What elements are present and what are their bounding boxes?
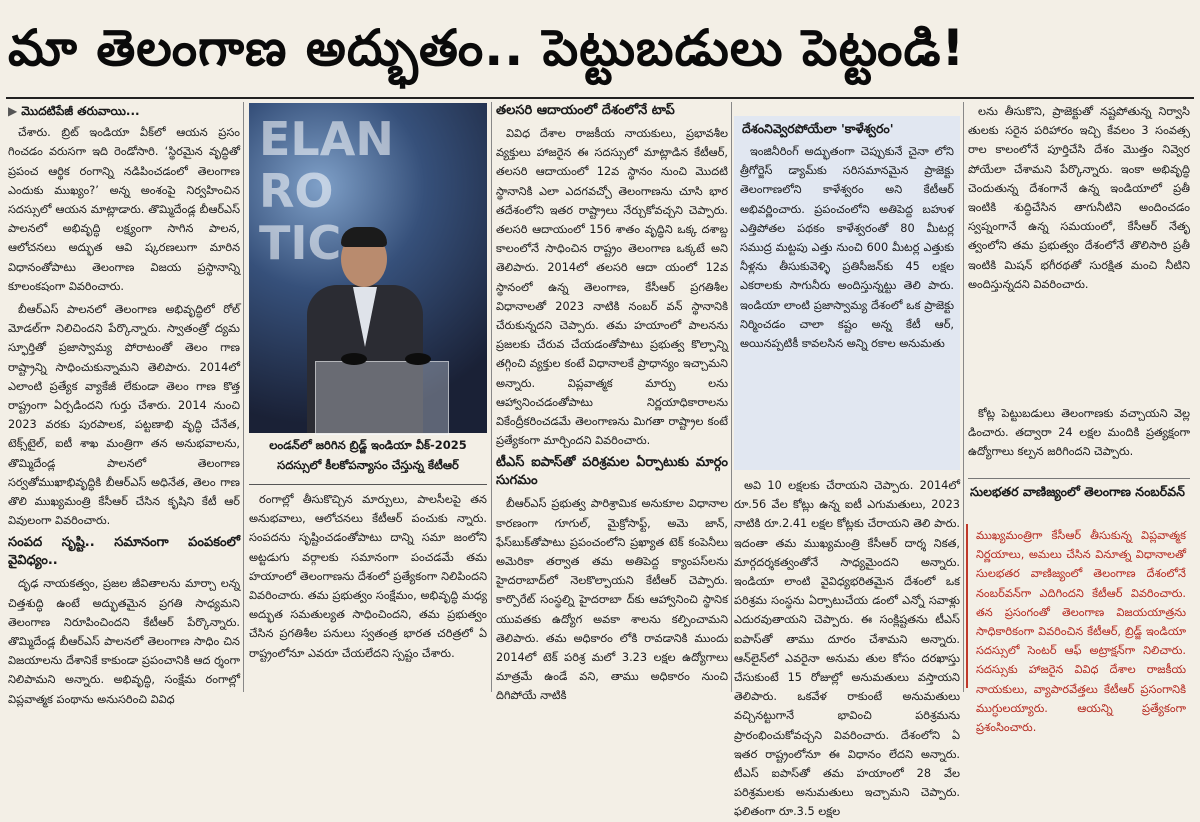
kaleshwaram-text xyxy=(740,142,954,468)
column-4 xyxy=(734,476,960,819)
kicker xyxy=(8,102,240,121)
column-2 xyxy=(249,490,487,690)
column-1 xyxy=(8,102,240,706)
photo-caption: లండన్‌లో జరిగిన బ్రిడ్జ్ ఇండియా వీక్-2025 సదస్సులో కీలకోపన్యాసం చేస్తున్న కేటీఆర్ xyxy=(269,438,467,472)
paragraph: చేశారు. బ్రిట్ ఇండియా వీక్‌లో ఆయన ప్రసం గించడం వరుసగా ఇది రెండోసారి. ‘స్థిరమైన వృద్ధితో ప్రపంచ ఆర్థిక రంగాన్ని నడిపించడంలో తెలంగాణ ఎందుకు ముఖ్యం?’ అన్న అంశంపై నిర్వహించిన సదస్సులో ఆయన మాట్లాడారు. తొమ్మిదేండ్ల బీఆర్‌ఎస్ పాలనలో అభివృద్ధి లక్ష్యంగా సాగిన పాలన, ఆలోచనలు అద్భుత ఆవి ష్కరణలుగా మారిన విధానంతోపాటు తెలంగాణ విజయ ప్రస్థానాన్ని కూలంకషంగా వివరించారు. xyxy=(8,126,240,293)
column-divider xyxy=(243,102,244,692)
subheading: తలసరి ఆదాయంలో దేశంలోనే టాప్ xyxy=(496,103,675,118)
column-divider xyxy=(491,102,492,692)
headline: మా తెలంగాణ అద్భుతం.. పెట్టుబడులు పెట్టండి! xyxy=(8,19,966,77)
photo-ktr-speech xyxy=(249,103,487,433)
caption-rule xyxy=(249,484,487,485)
photo-podium xyxy=(315,361,449,435)
paragraph: రంగాల్లో తీసుకొచ్చిన మార్పులు, పాలసీలపై తన అనుభవాలు, ఆలోచనలు కేటీఆర్ పంచుకు న్నారు. సంపదను సృష్టించడంతోపాటు దాన్ని సమా జంలోని అట్టడుగు వర్గాలకు సమానంగా పంచడమే తమ హయాంలో తెలంగాణను దేశంలో ప్రత్యేకంగా నిలిపిందని వివరించారు. తమ ప్రభుత్వం సంక్షేమం, అభివృద్ధి మధ్య అద్భుత సమతుల్యత సాధించిందని, తమ ప్రభుత్వం చేసిన ప్రగతిశీల పనులు స్వతంత్ర భారత చరిత్రలో ఏ రాష్ట్రంలోనూ ఎవరూ చేయలేదని స్పష్టం చేశారు. xyxy=(249,493,487,660)
photo-backdrop-text: ELAN RO TIC xyxy=(259,112,394,270)
column-5-mid xyxy=(968,404,1190,464)
triangle-icon: ▶ xyxy=(8,104,18,118)
subheading: టీఎస్ ఐపాస్‌తో పరిశ్రమల ఏర్పాటుకు మార్గం సుగమం xyxy=(496,455,728,489)
photo-speaker-hair xyxy=(341,227,387,247)
section-rule xyxy=(968,478,1190,479)
microphone-icon xyxy=(405,353,431,365)
paragraph: కోట్ల పెట్టుబడులు తెలంగాణకు వచ్చాయని వెల్ల డించారు. తద్వారా 24 లక్షల మందికి ప్రత్యక్షంగా ఉద్యోగాలు కల్పన జరిగిందని చెప్పారు. xyxy=(968,407,1190,459)
paragraph: బీఆర్‌ఎస్ పాలనలో తెలంగాణ అభివృద్ధిలో రోల్ మోడల్‌గా నిలిచిందని పేర్కొన్నారు. స్వాతంత్రో ద్యమ స్ఫూర్తితో ప్రజాస్వామ్య పోరాటంతో తెలం గాణ రాష్ట్రాన్ని సాధించుకున్నామని తెలిపారు. 2014లో ఎలాంటి ప్రత్యేక వ్యాకేజీ లేకుండా తెలం గాణ కొత్త రాష్ట్రంగా ఏర్పడిందని గుర్తు చేశారు. 2014 నుంచి 2023 వరకు పురపాలక, పట్టణాభి వృద్ధి చేనేత, టెక్స్‌టైల్, ఐటీ శాఖ మంత్రిగా తన అనుభవాలను, తొమ్మిదేండ్ల పాలనలో తెలంగాణ సర్వతోముఖాభివృద్ధికి బీఆర్‌ఎస్ అధినేత, తెలం గాణ తొలి ముఖ్యమంత్రి కేసీఆర్ చేసిన కృషిని కేటీ ఆర్ వివులంగా వివరించారు. xyxy=(8,303,240,528)
paragraph: అవి 10 లక్షలకు చేరాయని చెప్పారు. 2014లో రూ.56 వేల కోట్లు ఉన్న ఐటీ ఎగుమతులు, 2023 నాటికి రూ.2.41 లక్షల కోట్లకు చేరాయని తెలి పారు. ఇదంతా తమ ముఖ్యమంత్రి కేసీఆర్ దార్శ నికత, మార్గదర్శకత్వంతోనే సాధ్యమైందని అన్నారు. ఇండియా లాంటి వైవిధ్యభరితమైన దేశంలో ఒక పరిశ్రమ సంస్థను ఏర్పాటుచేయ డంలో ఎన్నో సవాళ్లు ఎదురవుతాయని చెప్పారు. ఈ సంక్లిష్టతను టీఎస్ ఐపాస్‌తో తాము దూరం చేశామని అన్నారు. ఆన్‌లైన్‌లో ఎవరైనా అనుమ తుల కోసం దరఖాస్తు చేసుకుంటే 15 రోజుల్లో అనుమతులు వస్తాయని తెలిపారు. ఒకవేళ రాకుంటే అనుమతులు వచ్చినట్టుగానే భావించి పరిశ్రమను ప్రారంభించుకోవచ్చని వివరించారు. దేశంలోని ఏ ఇతర రాష్ట్రంలోనూ ఈ విధానం లేదని అన్నారు. టీఎస్ ఐపాస్‌తో తమ హయాంలో 28 వేల పరిశ్రమలకు అనుమతులు ఇచ్చామని చెప్పారు. ఫలితంగా రూ.3.5 లక్షల xyxy=(734,479,960,819)
headline-rule xyxy=(6,97,1194,99)
paragraph: బీఆర్‌ఎస్ ప్రభుత్వ పారిశ్రామిక అనుకూల విధానాల కారణంగా గూగుల్, మైక్రోసాఫ్ట్, అమె జాన్, ఫేస్‌బుక్‌తోపాటు ప్రపంచంలోని ప్రఖ్యాత టెక్ కంపెనీలు అమెరికా తర్వాత తమ అతిపెద్ద క్యాంపస్‌లను హైదరాబాద్‌లో నెలకొల్పాయని కేటీఆర్ చెప్పారు. కార్పొరేట్ సంస్థల్ని హైదరాబా ద్‌కు ఆహ్వానించి స్థానిక యువతకు ఉద్యోగ అవకా శాలను కల్పించామని తెలిపారు. తమ అధికారం లోకి రావడానికి ముందు 2014లో టెక్ పరిశ్ర మలో 3.23 లక్షల ఉద్యోగాలు మాత్రమే ఉండే వని, తాము అధికారం నుంచి దిగిపోయే నాటికి xyxy=(496,497,728,703)
paragraph: వివిధ దేశాల రాజకీయ నాయకులు, ప్రభావశీల వ్యక్తులు హాజరైన ఈ సదస్సులో మాట్లాడిన కేటీఆర్, తలసరి ఆదాయంలో 12వ స్థానం నుంచి మొదటి స్థానానికి ఎలా ఎదగవచ్చో తెలంగాణను చూసి భార తదేశంలోని ఇతర రాష్ట్రాలు నేర్చుకోవచ్చని చెప్పారు. తలసరి ఆదాయంలో 156 శాతం వృద్ధిని ఒక్క దశాబ్ద కాలంలోనే సాధించిన రాష్ట్రం తెలంగాణ ఒక్కటే అని తెలిపారు. 2014లో తలసరి ఆదా యంలో 12వ స్థానంలో ఉన్న తెలంగాణ, కేసీఆర్ ప్రగతిశీల విధానాలతో 2023 నాటికి నంబర్ వన్ స్థానానికి చేరుకున్నదని చెప్పారు. తమ హయాంలో పాలనను ప్రజలకు చేరువ చేయడంతోపాటు ప్రభుత్వ కొల్పాన్ని తగ్గించి వ్యక్తుల కంటే విధానాలకే ప్రాధాన్యం ఇచ్చామని అన్నారు. విప్లవాత్మక మార్పు లను ఆహ్వానించడంతోపాటు నిర్ణయాధికారాలను వికేంద్రీకరించడమే తెలంగాణను మిగతా రాష్ట్రాల కంటే ప్రత్యేకంగా మార్చిందని వివరించారు. xyxy=(496,127,728,448)
subheading: సంపద సృష్టి.. సమానంగా పంపకంలో వైవిధ్యం.. xyxy=(8,535,240,569)
column-5-top xyxy=(968,102,1190,402)
subheading: సులభతర వాణిజ్యంలో తెలంగాణ నంబర్‌వన్ xyxy=(970,484,1185,499)
paragraph: ఇంజినీరింగ్ అద్భుతంగా చెప్పుకునే చైనా లోని త్రీగోర్జెస్ డ్యామ్‌కు సరిసమానమైన ప్రాజెక్టు తెలంగాణలోని కాళేశ్వరం అని కేటీఆర్ అభివర్ణించారు. ప్రపంచంలోని అతిపెద్ద బహుళ ఎత్తిపోతల పథకం కాళేశ్వరంతో 80 మీటర్ల సముద్ర మట్టపు ఎత్తు నుంచి 600 మీటర్ల ఎత్తుకు నీళ్లను తీసుకువెళ్ళి ప్రతిసీజన్‌కు 45 లక్షల ఎకరాలకు సాగునీరు అందిస్తున్నట్టు తెలి పారు. ఇండియా లాంటి ప్రజాస్వామ్య దేశంలో ఒక ప్రాజెక్టు నిర్మించడం చాలా కష్టం అన్న కేటీ ఆర్, అయినప్పటికీ కావలసిన అన్ని రకాల అనుమతు xyxy=(740,145,954,351)
column-divider xyxy=(731,102,732,692)
highlight-text: ముఖ్యమంత్రిగా కేసీఆర్ తీసుకున్న విప్లవాత్మక నిర్ణయాలు, అమలు చేసిన వినూత్న విధానాలతో సులభతర వాణిజ్యంలో తెలంగాణ దేశంలోనే నంబర్‌వన్‌గా ఎదిగిందని కేటీఆర్ వివరించారు. తన ప్రసంగంతో తెలంగాణ విజయయాత్రను సాధికారికంగా వివరించిన కేటీఆర్, బ్రిడ్జ్ ఇండియా సదస్సులో సెంటర్ ఆఫ్ అట్రాక్షన్‌గా నిలిచారు. సదస్సుకు హాజరైన వివిధ దేశాల రాజకీయ నాయకులు, వ్యాపారవేత్తలు కేటీఆర్ ప్రసంగానికి ముగ్ధులయ్యారు. ఆయన్ని ప్రత్యేకంగా ప్రశంసించారు. xyxy=(976,529,1186,735)
column-3 xyxy=(496,102,728,703)
kicker-text: మొదటిపేజీ తరువాయి... xyxy=(21,104,140,118)
column-divider xyxy=(963,102,964,692)
kaleshwaram-title: దేశంనివ్వెరపోయేలా 'కాళేశ్వరం' xyxy=(742,121,894,136)
paragraph: దృఢ నాయకత్వం, ప్రజల జీవితాలను మార్చా లన్న చిత్తశుద్ధి ఉంటే అద్భుతమైన ప్రగతి సాధ్యమని తెలంగాణ నిరూపించిందని కేటీఆర్ పేర్కొన్నారు. తొమ్మిదేండ్ల బీఆర్‌ఎస్ పాలనలో తెలంగాణ సాధిం చిన విజయాలను దేశానికే కాకుండా ప్రపంచానికి ఆద ర్శంగా నిలిపామని అన్నారు. అభివృద్ధి, సంక్షేమ రంగాల్లో విప్లవాత్మక పంథాను అనుసరించి వివిధ xyxy=(8,577,240,706)
microphone-icon xyxy=(341,353,367,365)
paragraph: లను తీసుకొని, ప్రాజెక్టుతో నష్టపోతున్న నిర్వాసి తులకు సరైన పరిహారం ఇచ్చి కేవలం 3 సంవత్స రాల కాలంలోనే పూర్తిచేసి దేశం మొత్తం నివ్వెర పోయేలా చేశామని పేర్కొన్నారు. ఇంకా అభివృద్ధి చెందుతున్న దేశంగానే ఉన్న ఇండియాలో ప్రతీ ఇంటికి శుద్ధిచేసిన తాగునీటిని అందించడం స్వప్నంగానే ఉన్న సమయంలో, కేసీఆర్ నేతృ త్వంలోని తమ ప్రభుత్వం దేశంలోనే తొలిసారి ప్రతీ ఇంటికి మిషన్ భగీరథతో సురక్షిత మంచి నీటిని అందిస్తున్నదని వివరించారు. xyxy=(968,105,1190,291)
